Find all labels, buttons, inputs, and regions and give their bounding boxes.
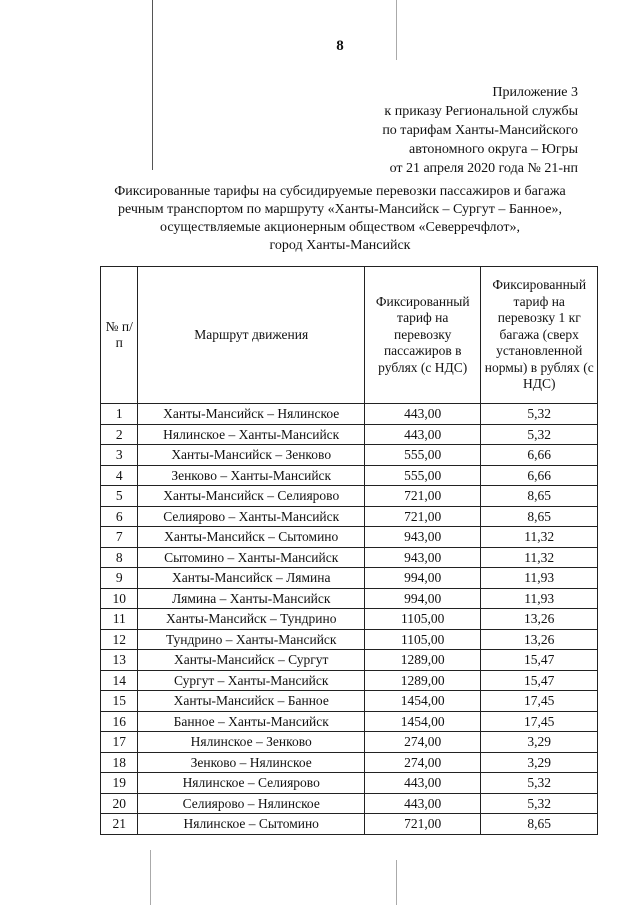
header-number: № п/п xyxy=(101,267,138,404)
scan-artifact-line xyxy=(150,850,151,905)
cell-route: Сытомино – Ханты-Мансийск xyxy=(138,547,365,568)
cell-baggage-tariff: 8,65 xyxy=(481,486,598,507)
cell-number: 14 xyxy=(101,670,138,691)
cell-baggage-tariff: 5,32 xyxy=(481,404,598,425)
cell-passenger-tariff: 1105,00 xyxy=(364,629,481,650)
title-line: речным транспортом по маршруту «Ханты-Мансийск – Сургут – Банное», xyxy=(117,202,563,217)
scan-artifact-line xyxy=(152,0,153,170)
cell-passenger-tariff: 443,00 xyxy=(364,773,481,794)
cell-passenger-tariff: 1454,00 xyxy=(364,691,481,712)
table-row xyxy=(101,650,598,671)
cell-passenger-tariff: 1289,00 xyxy=(364,670,481,691)
cell-passenger-tariff: 443,00 xyxy=(364,793,481,814)
cell-route: Ханты-Мансийск – Сургут xyxy=(138,650,365,671)
cell-passenger-tariff: 443,00 xyxy=(364,424,481,445)
title-line: Фиксированные тарифы на субсидируемые перевозки пассажиров и багажа xyxy=(114,184,566,199)
cell-passenger-tariff: 1454,00 xyxy=(364,711,481,732)
cell-passenger-tariff: 274,00 xyxy=(364,732,481,753)
cell-route: Селиярово – Ханты-Мансийск xyxy=(138,506,365,527)
cell-route: Зенково – Ханты-Мансийск xyxy=(138,465,365,486)
cell-number: 11 xyxy=(101,609,138,630)
cell-baggage-tariff: 3,29 xyxy=(481,732,598,753)
cell-baggage-tariff: 6,66 xyxy=(481,465,598,486)
scan-artifact-line xyxy=(396,860,397,905)
table-row xyxy=(101,527,598,548)
cell-route: Нялинское – Селиярово xyxy=(138,773,365,794)
cell-route: Ханты-Мансийск – Зенково xyxy=(138,445,365,466)
cell-baggage-tariff: 11,32 xyxy=(481,527,598,548)
cell-number: 7 xyxy=(101,527,138,548)
table-row xyxy=(101,486,598,507)
cell-baggage-tariff: 17,45 xyxy=(481,711,598,732)
cell-route: Банное – Ханты-Мансийск xyxy=(138,711,365,732)
cell-route: Нялинское – Зенково xyxy=(138,732,365,753)
header-route: Маршрут движения xyxy=(138,267,365,404)
cell-baggage-tariff: 8,65 xyxy=(481,814,598,835)
cell-baggage-tariff: 15,47 xyxy=(481,650,598,671)
cell-route: Сургут – Ханты-Мансийск xyxy=(138,670,365,691)
cell-number: 5 xyxy=(101,486,138,507)
cell-passenger-tariff: 443,00 xyxy=(364,404,481,425)
cell-baggage-tariff: 11,93 xyxy=(481,588,598,609)
cell-route: Ханты-Мансийск – Сытомино xyxy=(138,527,365,548)
cell-number: 17 xyxy=(101,732,138,753)
appendix-line: автономного округа – Югры xyxy=(409,142,578,157)
cell-passenger-tariff: 943,00 xyxy=(364,547,481,568)
table-row xyxy=(101,732,598,753)
cell-route: Ханты-Мансийск – Лямина xyxy=(138,568,365,589)
cell-route: Тундрино – Ханты-Мансийск xyxy=(138,629,365,650)
cell-baggage-tariff: 3,29 xyxy=(481,752,598,773)
cell-baggage-tariff: 13,26 xyxy=(481,629,598,650)
cell-number: 18 xyxy=(101,752,138,773)
cell-route: Лямина – Ханты-Мансийск xyxy=(138,588,365,609)
table-row xyxy=(101,424,598,445)
appendix-line: Приложение 3 xyxy=(492,85,578,100)
table-row xyxy=(101,547,598,568)
cell-baggage-tariff: 17,45 xyxy=(481,691,598,712)
cell-route: Зенково – Нялинское xyxy=(138,752,365,773)
cell-passenger-tariff: 721,00 xyxy=(364,506,481,527)
document-title xyxy=(60,183,620,255)
header-baggage-tariff: Фиксированный тариф на перевозку 1 кг багажа (сверх установленной нормы) в рублях (с НДС) xyxy=(481,267,598,404)
cell-number: 16 xyxy=(101,711,138,732)
header-passenger-tariff: Фиксированный тариф на перевозку пассажиров в рублях (с НДС) xyxy=(364,267,481,404)
table-row xyxy=(101,629,598,650)
appendix-line: по тарифам Ханты-Мансийского xyxy=(382,123,578,138)
cell-passenger-tariff: 943,00 xyxy=(364,527,481,548)
cell-baggage-tariff: 15,47 xyxy=(481,670,598,691)
cell-passenger-tariff: 1289,00 xyxy=(364,650,481,671)
cell-baggage-tariff: 11,93 xyxy=(481,568,598,589)
cell-baggage-tariff: 5,32 xyxy=(481,793,598,814)
cell-number: 10 xyxy=(101,588,138,609)
cell-baggage-tariff: 8,65 xyxy=(481,506,598,527)
table-row xyxy=(101,752,598,773)
cell-number: 1 xyxy=(101,404,138,425)
table-row xyxy=(101,465,598,486)
appendix-line: к приказу Региональной службы xyxy=(384,104,578,119)
cell-route: Нялинское – Ханты-Мансийск xyxy=(138,424,365,445)
table-row xyxy=(101,670,598,691)
cell-passenger-tariff: 994,00 xyxy=(364,568,481,589)
page-number: 8 xyxy=(336,38,344,54)
cell-passenger-tariff: 721,00 xyxy=(364,814,481,835)
cell-route: Нялинское – Сытомино xyxy=(138,814,365,835)
cell-number: 9 xyxy=(101,568,138,589)
appendix-header xyxy=(382,83,578,178)
appendix-line: от 21 апреля 2020 года № 21-нп xyxy=(389,161,578,176)
cell-baggage-tariff: 11,32 xyxy=(481,547,598,568)
cell-baggage-tariff: 5,32 xyxy=(481,773,598,794)
cell-passenger-tariff: 555,00 xyxy=(364,465,481,486)
title-line: осуществляемые акционерным обществом «Северречфлот», xyxy=(160,220,520,235)
cell-number: 2 xyxy=(101,424,138,445)
cell-passenger-tariff: 1105,00 xyxy=(364,609,481,630)
title-line: город Ханты-Мансийск xyxy=(269,238,411,253)
cell-route: Ханты-Мансийск – Нялинское xyxy=(138,404,365,425)
cell-number: 3 xyxy=(101,445,138,466)
cell-number: 15 xyxy=(101,691,138,712)
table-row xyxy=(101,404,598,425)
cell-number: 21 xyxy=(101,814,138,835)
cell-number: 4 xyxy=(101,465,138,486)
cell-number: 8 xyxy=(101,547,138,568)
table-body xyxy=(101,404,598,835)
table-row xyxy=(101,773,598,794)
cell-number: 20 xyxy=(101,793,138,814)
cell-passenger-tariff: 555,00 xyxy=(364,445,481,466)
table-row xyxy=(101,711,598,732)
cell-route: Селиярово – Нялинское xyxy=(138,793,365,814)
cell-number: 19 xyxy=(101,773,138,794)
cell-route: Ханты-Мансийск – Банное xyxy=(138,691,365,712)
cell-baggage-tariff: 5,32 xyxy=(481,424,598,445)
cell-baggage-tariff: 13,26 xyxy=(481,609,598,630)
table-row xyxy=(101,793,598,814)
cell-passenger-tariff: 994,00 xyxy=(364,588,481,609)
cell-passenger-tariff: 274,00 xyxy=(364,752,481,773)
table-row xyxy=(101,691,598,712)
tariff-table xyxy=(100,266,598,835)
table-row xyxy=(101,588,598,609)
cell-number: 13 xyxy=(101,650,138,671)
table-row xyxy=(101,814,598,835)
table-row xyxy=(101,609,598,630)
cell-passenger-tariff: 721,00 xyxy=(364,486,481,507)
cell-route: Ханты-Мансийск – Селиярово xyxy=(138,486,365,507)
table-row xyxy=(101,445,598,466)
cell-number: 6 xyxy=(101,506,138,527)
table-row xyxy=(101,506,598,527)
cell-baggage-tariff: 6,66 xyxy=(481,445,598,466)
cell-route: Ханты-Мансийск – Тундрино xyxy=(138,609,365,630)
cell-number: 12 xyxy=(101,629,138,650)
table-header-row xyxy=(101,267,598,404)
table-row xyxy=(101,568,598,589)
